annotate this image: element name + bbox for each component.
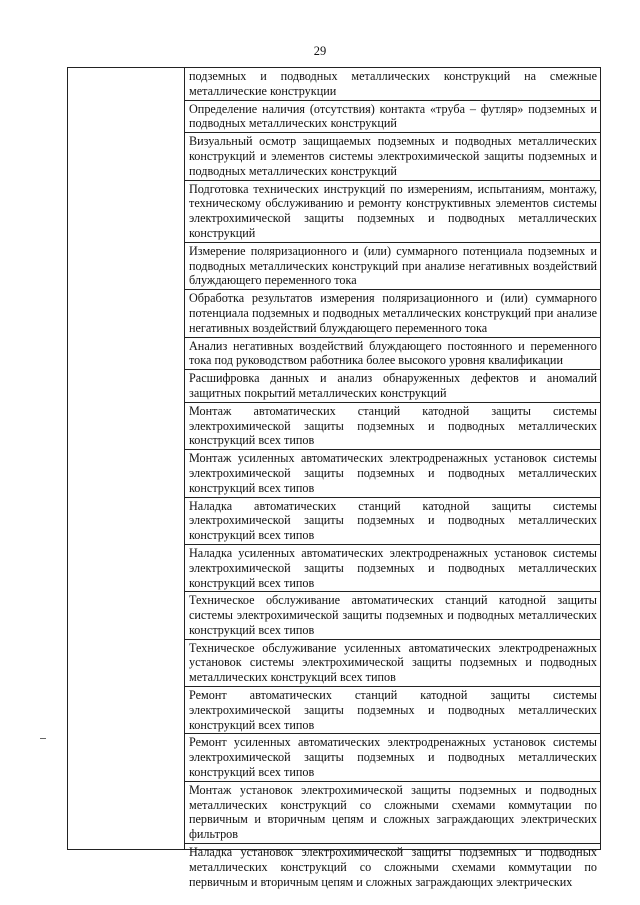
table-row: Монтаж автоматических станций катодной защиты системы электрохимической защиты подземных и подводных металлических конструкций всех типов <box>185 403 600 450</box>
table-row: Наладка усиленных автоматических электродренажных установок системы электрохимической защиты подземных и подводных металлических конструкций всех типов <box>185 545 600 592</box>
table-row: Определение наличия (отсутствия) контакта «труба – футляр» подземных и подводных металлических конструкций <box>185 101 600 134</box>
page-number: 29 <box>313 44 327 58</box>
functions-table <box>67 67 601 889</box>
table-row: подземных и подводных металлических конструкций на смежные металлические конструкции <box>185 68 600 101</box>
table-row: Обработка результатов измерения поляризационного и (или) суммарного потенциала подземных и подводных металлических конструкций при анализе негативных воздействий блуждающего переменного тока <box>185 290 600 337</box>
table-row: Измерение поляризационного и (или) суммарного потенциала подземных и подводных металлических конструкций при анализе негативных воздействий блуждающего переменного тока <box>185 243 600 290</box>
table-row: Анализ негативных воздействий блуждающего постоянного и переменного тока под руководством работника более высокого уровня квалификации <box>185 338 600 371</box>
table-row: Наладка автоматических станций катодной защиты системы электрохимической защиты подземных и подводных металлических конструкций всех типов <box>185 498 600 545</box>
table-row: Техническое обслуживание автоматических станций катодной защиты системы электрохимической защиты подземных и подводных металлических конструкций всех типов <box>185 592 600 639</box>
table-row: Монтаж усиленных автоматических электродренажных установок системы электрохимической защиты подземных и подводных металлических конструкций всех типов <box>185 450 600 497</box>
table-row: Наладка установок электрохимической защиты подземных и подводных металлических конструкций со сложными схемами коммутации по первичным и вторичным цепям и сложных заграждающих электрических <box>189 845 597 889</box>
table-right-column <box>185 68 600 889</box>
table-row: Монтаж установок электрохимической защиты подземных и подводных металлических конструкций со сложными схемами коммутации по первичным и вторичным цепям и сложных заграждающих электрических фильтров <box>185 782 600 844</box>
table-row: Техническое обслуживание усиленных автоматических электродренажных установок системы электрохимической защиты подземных и подводных металлических конструкций всех типов <box>185 640 600 687</box>
table-row: Подготовка технических инструкций по измерениям, испытаниям, монтажу, техническому обслуживанию и ремонту конструктивных элементов системы электрохимической защиты подземных и подводных металлических конструкций <box>185 181 600 243</box>
scan-margin-mark <box>40 738 46 739</box>
table-row: Расшифровка данных и анализ обнаруженных дефектов и аномалий защитных покрытий металлических конструкций <box>185 370 600 403</box>
table-row: Ремонт автоматических станций катодной защиты системы электрохимической защиты подземных и подводных металлических конструкций всех типов <box>185 687 600 734</box>
table-row: Ремонт усиленных автоматических электродренажных установок системы электрохимической защиты подземных и подводных металлических конструкций всех типов <box>185 734 600 781</box>
table-row: Визуальный осмотр защищаемых подземных и подводных металлических конструкций и элементов системы электрохимической защиты подземных и подводных металлических конструкций <box>185 133 600 180</box>
table-left-column <box>68 68 185 849</box>
